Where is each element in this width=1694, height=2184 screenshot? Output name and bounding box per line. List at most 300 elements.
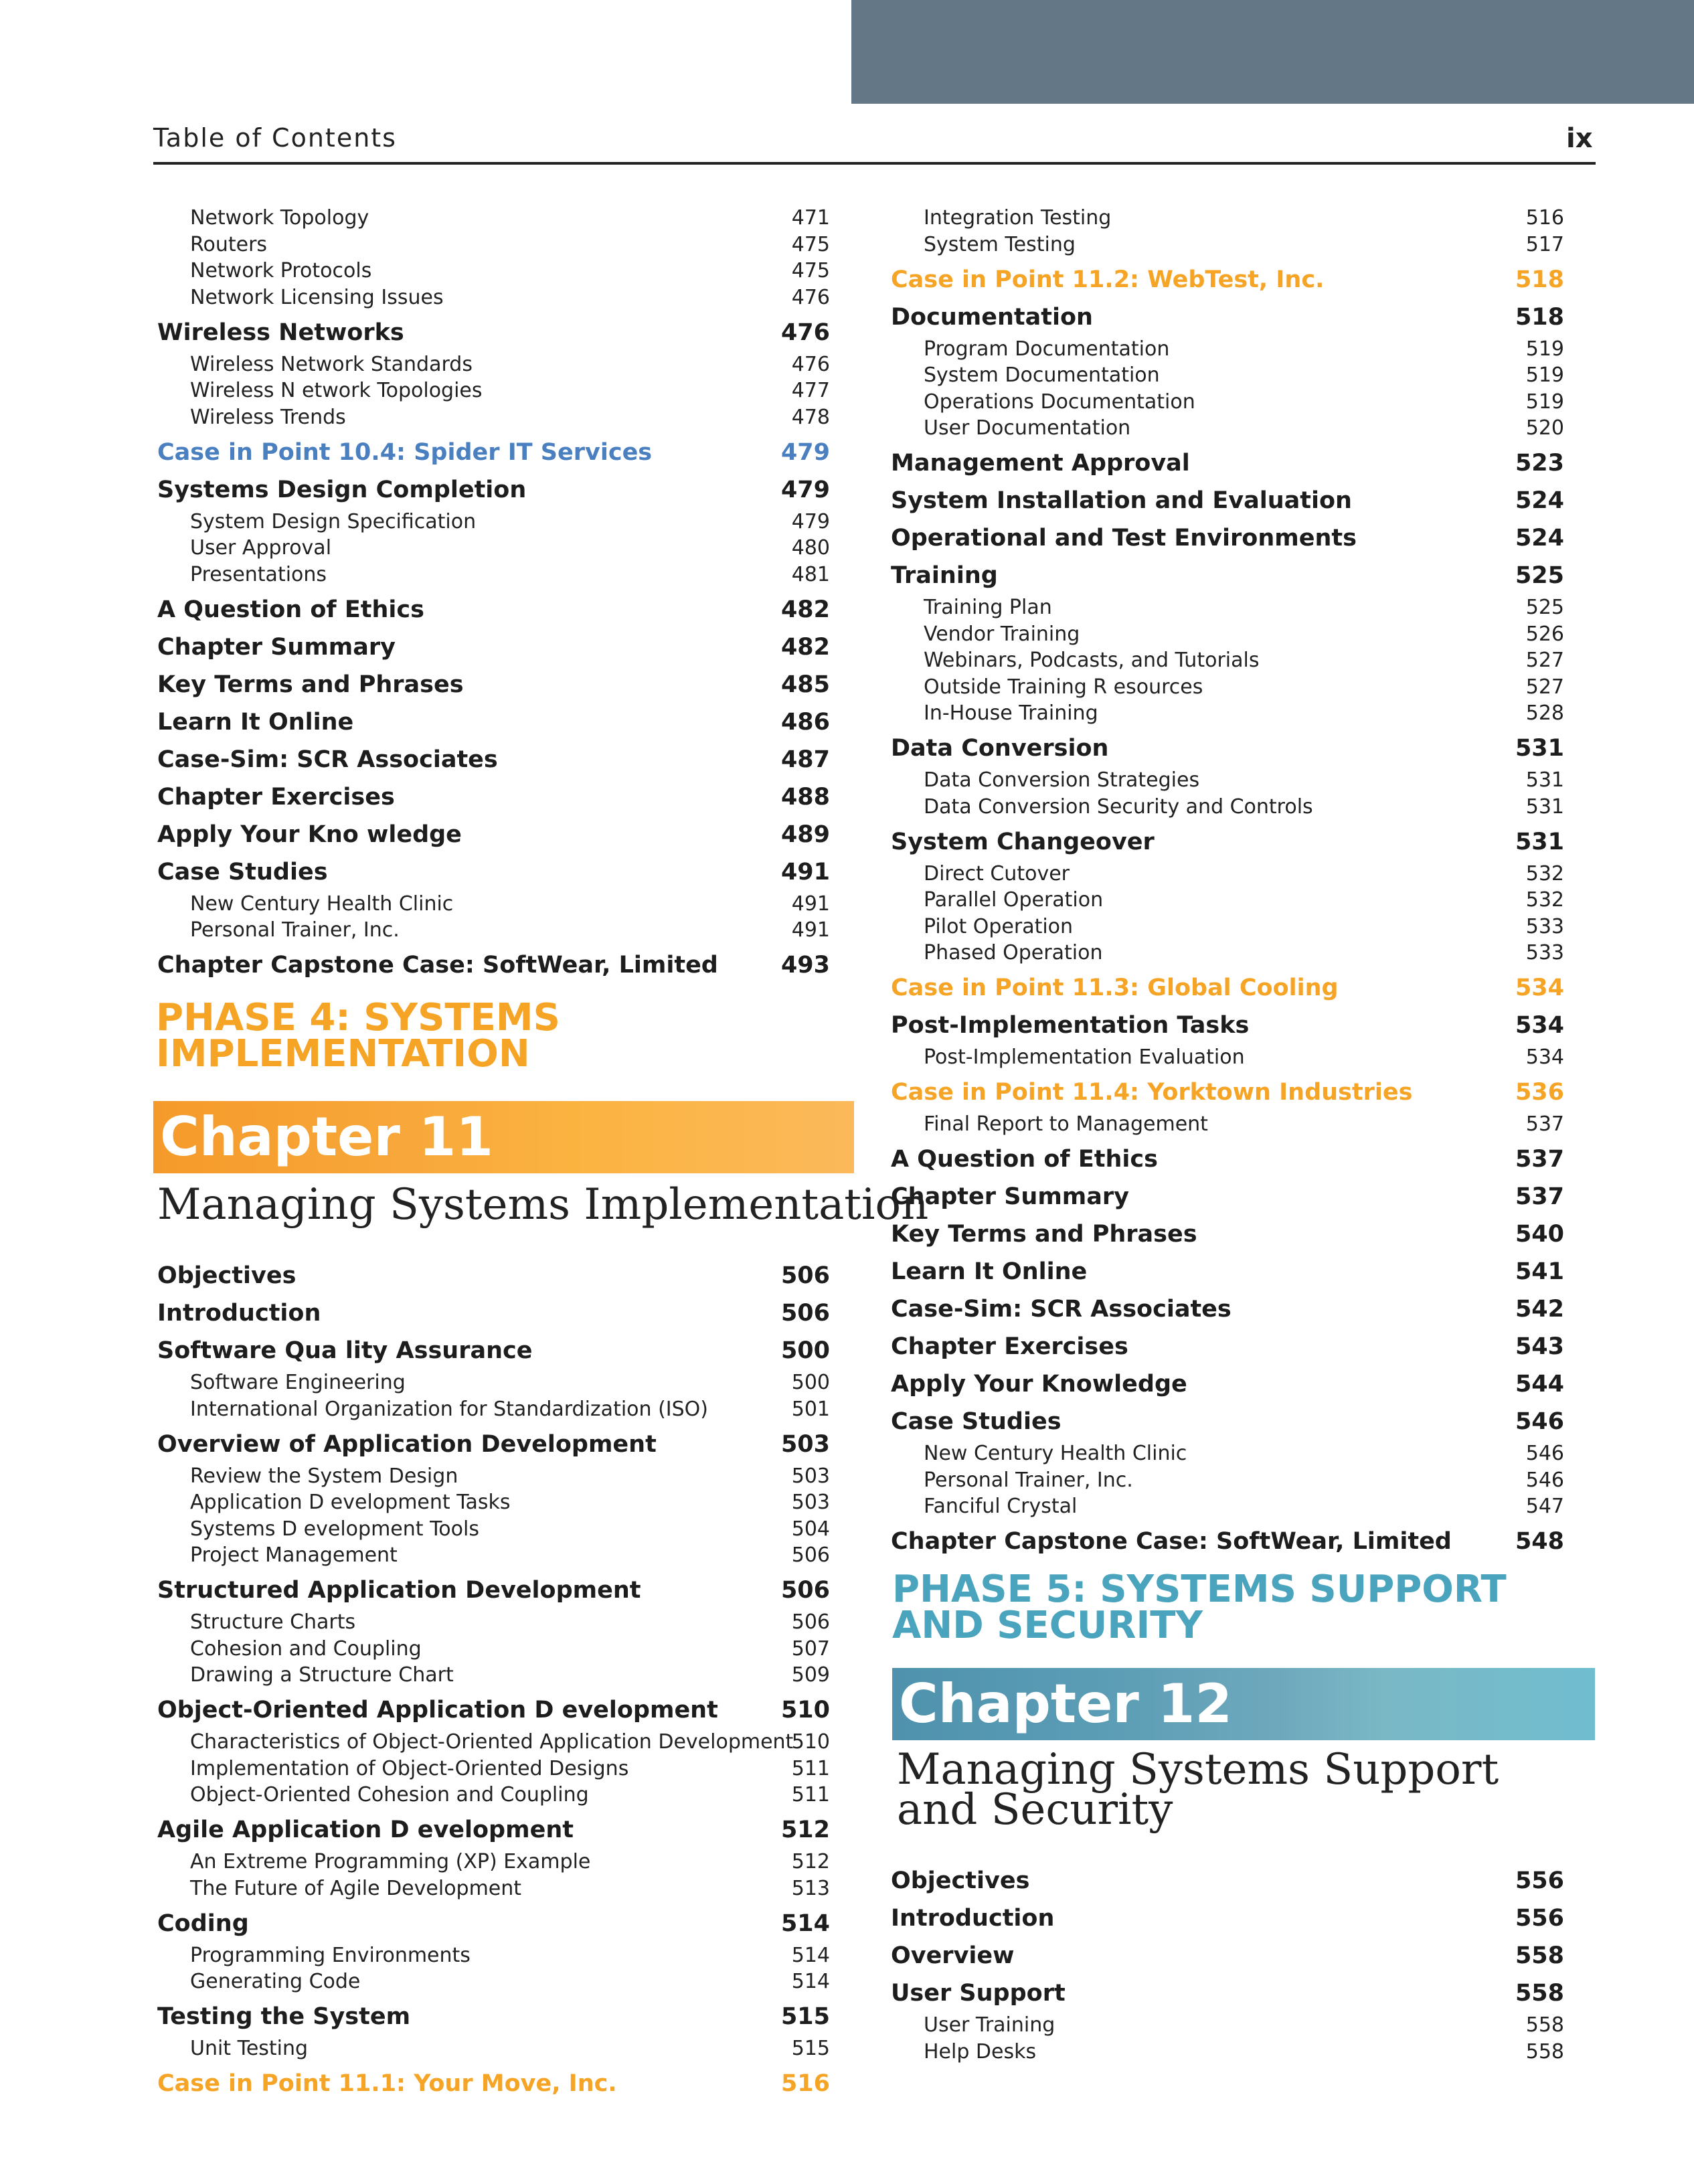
toc-entry-label: Vendor Training bbox=[924, 622, 1080, 646]
toc-entry-label: Personal Trainer, Inc. bbox=[924, 1468, 1133, 1492]
toc-entry[interactable] bbox=[190, 1543, 830, 1573]
toc-entry[interactable] bbox=[157, 2003, 830, 2033]
toc-entry-label: Phased Operation bbox=[924, 941, 1103, 964]
chapter12-bar bbox=[892, 1668, 1595, 1740]
toc-entry-label: Structure Charts bbox=[190, 1610, 356, 1634]
toc-entry-label: System Documentation bbox=[924, 363, 1160, 387]
toc-entry[interactable] bbox=[924, 795, 1564, 825]
toc-entry-label: Outside Training R esources bbox=[924, 675, 1203, 699]
toc-entry-page: 477 bbox=[791, 379, 830, 402]
toc-entry-label: Generating Code bbox=[190, 1970, 361, 1993]
toc-entry[interactable] bbox=[924, 862, 1564, 892]
toc-entry-label: An Extreme Programming (XP) Example bbox=[190, 1850, 591, 1873]
toc-entry-page: 488 bbox=[780, 783, 830, 811]
toc-entry-label: Wireless Network Standards bbox=[190, 352, 473, 376]
toc-entry-label: Wireless Trends bbox=[190, 405, 346, 429]
toc-entry-page: 528 bbox=[1525, 701, 1564, 725]
toc-entry-page: 475 bbox=[791, 232, 830, 256]
toc-entry[interactable] bbox=[891, 975, 1564, 1004]
toc-entry-label: Management Approval bbox=[891, 450, 1190, 477]
toc-entry[interactable] bbox=[891, 1528, 1564, 1558]
toc-entry-page: 510 bbox=[780, 1697, 830, 1724]
toc-entry[interactable] bbox=[190, 1783, 830, 1813]
toc-entry-page: 506 bbox=[791, 1610, 830, 1634]
toc-entry-label: Object-Oriented Cohesion and Coupling bbox=[190, 1783, 589, 1807]
toc-entry[interactable] bbox=[924, 416, 1564, 446]
toc-entry-label: Software Qua lity Assurance bbox=[157, 1337, 533, 1364]
toc-entry[interactable] bbox=[924, 1468, 1564, 1498]
toc-entry-page: 540 bbox=[1515, 1221, 1564, 1248]
toc-entry-page: 531 bbox=[1525, 794, 1564, 819]
toc-entry[interactable] bbox=[190, 1850, 830, 1879]
toc-entry-label: Direct Cutover bbox=[924, 861, 1070, 886]
toc-entry-page: 531 bbox=[1515, 828, 1564, 855]
toc-entry[interactable] bbox=[190, 1517, 830, 1547]
toc-entry-label: Systems D evelopment Tools bbox=[190, 1517, 479, 1541]
toc-entry-page: 531 bbox=[1525, 768, 1564, 792]
toc-entry-label: Case in Point 10.4: Spider IT Services bbox=[157, 438, 653, 466]
toc-entry-label: The Future of Agile Development bbox=[190, 1876, 522, 1900]
toc-entry-page: 541 bbox=[1515, 1258, 1564, 1285]
toc-entry-label: System Changeover bbox=[891, 828, 1155, 855]
toc-entry-label: Testing the System bbox=[157, 2003, 411, 2030]
toc-entry[interactable] bbox=[157, 709, 830, 738]
toc-entry[interactable] bbox=[157, 1817, 830, 1846]
toc-entry-page: 503 bbox=[791, 1464, 830, 1488]
toc-entry[interactable] bbox=[157, 1431, 830, 1460]
toc-entry[interactable] bbox=[891, 735, 1564, 764]
toc-entry[interactable] bbox=[157, 1910, 830, 1940]
toc-entry-page: 480 bbox=[791, 536, 830, 560]
toc-entry[interactable] bbox=[190, 233, 830, 262]
toc-entry[interactable] bbox=[157, 1697, 830, 1726]
toc-entry[interactable] bbox=[924, 337, 1564, 367]
toc-entry-label: Chapter Capstone Case: SoftWear, Limited bbox=[891, 1528, 1452, 1555]
toc-entry-page: 519 bbox=[1525, 390, 1564, 414]
toc-entry-page: 558 bbox=[1515, 1942, 1564, 1969]
toc-entry-page: 491 bbox=[791, 918, 830, 942]
toc-entry-page: 527 bbox=[1525, 675, 1564, 699]
toc-entry[interactable] bbox=[190, 1944, 830, 1973]
toc-entry-page: 534 bbox=[1515, 975, 1564, 1001]
toc-entry-label: Software Engineering bbox=[190, 1371, 406, 1394]
toc-entry[interactable] bbox=[891, 1012, 1564, 1041]
toc-entry-page: 531 bbox=[1515, 735, 1564, 762]
toc-entry[interactable] bbox=[157, 1300, 830, 1329]
toc-entry[interactable] bbox=[924, 233, 1564, 262]
toc-entry-page: 507 bbox=[791, 1636, 830, 1661]
toc-entry[interactable] bbox=[924, 206, 1564, 236]
toc-entry[interactable] bbox=[891, 487, 1564, 517]
toc-entry-page: 532 bbox=[1525, 888, 1564, 912]
toc-entry-label: Key Terms and Phrases bbox=[891, 1221, 1197, 1248]
toc-entry[interactable] bbox=[190, 510, 830, 539]
toc-entry-label: Project Management bbox=[190, 1543, 398, 1567]
toc-entry[interactable] bbox=[924, 596, 1564, 625]
toc-entry-label: Data Conversion Strategies bbox=[924, 768, 1200, 792]
toc-entry-page: 503 bbox=[780, 1430, 830, 1458]
toc-entry[interactable] bbox=[190, 1371, 830, 1400]
toc-entry[interactable] bbox=[891, 1905, 1564, 1934]
toc-entry-page: 491 bbox=[791, 892, 830, 916]
toc-entry[interactable] bbox=[157, 477, 830, 506]
toc-entry-page: 491 bbox=[780, 858, 830, 886]
toc-entry-label: User Documentation bbox=[924, 416, 1131, 440]
toc-entry-label: Wireless N etwork Topologies bbox=[190, 379, 483, 402]
toc-entry[interactable] bbox=[891, 266, 1564, 296]
toc-entry-label: Final Report to Management bbox=[924, 1112, 1208, 1136]
page-number: ix bbox=[1566, 123, 1593, 154]
toc-entry-label: Network Licensing Issues bbox=[190, 285, 444, 309]
toc-entry-label: Operations Documentation bbox=[924, 390, 1195, 414]
toc-entry[interactable] bbox=[924, 1495, 1564, 1524]
toc-entry-page: 532 bbox=[1525, 861, 1564, 886]
toc-entry-label: Apply Your Knowledge bbox=[891, 1371, 1187, 1398]
toc-entry[interactable] bbox=[924, 768, 1564, 798]
toc-entry[interactable] bbox=[190, 1663, 830, 1693]
section-title: Table of Contents bbox=[153, 123, 397, 153]
toc-entry-label: Post-Implementation Tasks bbox=[891, 1012, 1250, 1039]
toc-entry-page: 536 bbox=[1515, 1079, 1564, 1106]
toc-entry-label: Structured Application Development bbox=[157, 1577, 641, 1604]
toc-entry-label: Characteristics of Object-Oriented Application Development bbox=[190, 1730, 794, 1754]
toc-entry-label: Post-Implementation Evaluation bbox=[924, 1045, 1245, 1069]
phase5-heading bbox=[892, 1568, 1507, 1647]
toc-entry-page: 534 bbox=[1525, 1045, 1564, 1069]
toc-entry-label: Application D evelopment Tasks bbox=[190, 1491, 511, 1514]
toc-entry[interactable] bbox=[891, 562, 1564, 592]
toc-entry-page: 486 bbox=[780, 708, 830, 736]
toc-entry-page: 533 bbox=[1525, 941, 1564, 964]
toc-entry-label: System Design Specification bbox=[190, 509, 477, 533]
toc-entry-page: 504 bbox=[791, 1517, 830, 1541]
toc-entry[interactable] bbox=[190, 286, 830, 315]
toc-entry-label: Chapter Exercises bbox=[157, 783, 395, 811]
toc-entry-label: Programming Environments bbox=[190, 1943, 471, 1967]
chapter12-subtitle-line1: Managing Systems Support bbox=[897, 1745, 1499, 1794]
toc-entry-page: 471 bbox=[791, 206, 830, 230]
toc-entry[interactable] bbox=[891, 304, 1564, 333]
toc-entry[interactable] bbox=[924, 622, 1564, 652]
toc-entry-label: Learn It Online bbox=[157, 708, 354, 736]
toc-entry[interactable] bbox=[157, 746, 830, 776]
toc-entry-page: 558 bbox=[1515, 1980, 1564, 2007]
toc-entry-page: 534 bbox=[1515, 1012, 1564, 1039]
toc-entry[interactable] bbox=[891, 1867, 1564, 1897]
toc-entry[interactable] bbox=[924, 675, 1564, 705]
toc-entry[interactable] bbox=[190, 2037, 830, 2066]
toc-entry-label: A Question of Ethics bbox=[891, 1146, 1158, 1173]
toc-entry[interactable] bbox=[924, 941, 1564, 971]
toc-entry[interactable] bbox=[157, 1262, 830, 1292]
toc-entry[interactable] bbox=[190, 1491, 830, 1520]
toc-entry[interactable] bbox=[157, 634, 830, 663]
toc-entry-label: Case in Point 11.4: Yorktown Industries bbox=[891, 1079, 1413, 1106]
toc-entry-page: 506 bbox=[780, 1262, 830, 1289]
toc-entry-label: Introduction bbox=[891, 1905, 1055, 1932]
toc-entry-page: 478 bbox=[791, 405, 830, 429]
toc-entry-label: Implementation of Object-Oriented Designs bbox=[190, 1756, 629, 1780]
toc-entry[interactable] bbox=[891, 1371, 1564, 1400]
header-band bbox=[851, 0, 1694, 104]
toc-entry-page: 518 bbox=[1515, 303, 1564, 331]
toc-entry[interactable] bbox=[190, 1757, 830, 1786]
toc-entry-label: Case Studies bbox=[157, 858, 328, 886]
toc-entry[interactable] bbox=[157, 784, 830, 813]
toc-entry-page: 542 bbox=[1515, 1296, 1564, 1323]
toc-entry-label: Data Conversion bbox=[891, 735, 1109, 762]
toc-entry-page: 503 bbox=[791, 1491, 830, 1514]
toc-entry-page: 476 bbox=[780, 319, 830, 346]
toc-entry[interactable] bbox=[157, 439, 830, 469]
toc-entry-page: 525 bbox=[1525, 596, 1564, 619]
toc-entry[interactable] bbox=[157, 1577, 830, 1606]
toc-entry-label: User Support bbox=[891, 1980, 1066, 2007]
toc-entry-page: 500 bbox=[780, 1337, 830, 1364]
toc-entry-page: 501 bbox=[791, 1397, 830, 1421]
toc-entry-page: 544 bbox=[1515, 1371, 1564, 1398]
toc-entry-label: Program Documentation bbox=[924, 337, 1170, 361]
toc-entry[interactable] bbox=[924, 649, 1564, 678]
toc-entry-label: In-House Training bbox=[924, 701, 1098, 725]
toc-entry-label: Learn It Online bbox=[891, 1258, 1088, 1285]
toc-entry-page: 547 bbox=[1525, 1495, 1564, 1518]
toc-entry-page: 487 bbox=[780, 746, 830, 773]
toc-entry[interactable] bbox=[891, 1258, 1564, 1288]
toc-entry-label: Training Plan bbox=[924, 596, 1052, 619]
toc-entry-label: Training bbox=[891, 562, 998, 589]
toc-entry-label: New Century Health Clinic bbox=[924, 1442, 1187, 1465]
toc-entry-label: Drawing a Structure Chart bbox=[190, 1663, 454, 1687]
toc-entry-page: 493 bbox=[780, 952, 830, 979]
toc-entry-label: Wireless Networks bbox=[157, 319, 404, 346]
toc-entry[interactable] bbox=[924, 1442, 1564, 1471]
toc-entry-page: 485 bbox=[780, 671, 830, 698]
toc-entry[interactable] bbox=[190, 259, 830, 288]
toc-entry-page: 476 bbox=[791, 352, 830, 376]
toc-entry-label: Parallel Operation bbox=[924, 888, 1104, 912]
toc-entry-label: Coding bbox=[157, 1910, 249, 1937]
toc-entry[interactable] bbox=[891, 829, 1564, 858]
toc-entry[interactable] bbox=[891, 1183, 1564, 1213]
toc-entry-page: 519 bbox=[1525, 363, 1564, 387]
toc-entry-page: 512 bbox=[791, 1850, 830, 1873]
toc-entry-page: 516 bbox=[1525, 206, 1564, 230]
phase4-line1: PHASE 4: SYSTEMS bbox=[156, 996, 560, 1039]
toc-entry-page: 524 bbox=[1515, 525, 1564, 552]
phase5-line2: AND SECURITY bbox=[892, 1604, 1203, 1647]
toc-entry[interactable] bbox=[190, 379, 830, 408]
phase5-line1: PHASE 5: SYSTEMS SUPPORT bbox=[892, 1568, 1507, 1611]
toc-entry[interactable] bbox=[190, 353, 830, 382]
toc-entry[interactable] bbox=[190, 1464, 830, 1494]
toc-entry[interactable] bbox=[190, 892, 830, 922]
chapter11-bar bbox=[153, 1101, 854, 1173]
toc-entry-page: 510 bbox=[791, 1730, 830, 1754]
toc-entry[interactable] bbox=[891, 1221, 1564, 1250]
toc-entry-label: New Century Health Clinic bbox=[190, 892, 454, 916]
toc-entry[interactable] bbox=[924, 915, 1564, 944]
toc-entry-page: 512 bbox=[780, 1817, 830, 1843]
toc-entry-page: 527 bbox=[1525, 649, 1564, 672]
toc-entry[interactable] bbox=[924, 390, 1564, 420]
toc-entry-label: User Approval bbox=[190, 536, 332, 560]
toc-entry-label: Overview of Application Development bbox=[157, 1430, 657, 1458]
chapter12-subtitle-line2: and Security bbox=[897, 1785, 1173, 1835]
toc-entry[interactable] bbox=[924, 2040, 1564, 2070]
toc-entry[interactable] bbox=[190, 1877, 830, 1906]
toc-entry-page: 515 bbox=[791, 2037, 830, 2060]
toc-entry[interactable] bbox=[157, 671, 830, 701]
toc-entry-page: 514 bbox=[791, 1943, 830, 1967]
toc-entry-page: 506 bbox=[791, 1543, 830, 1567]
toc-entry-page: 546 bbox=[1525, 1442, 1564, 1465]
toc-entry-page: 546 bbox=[1525, 1468, 1564, 1492]
toc-entry-label: Case in Point 11.3: Global Cooling bbox=[891, 975, 1339, 1001]
toc-entry-page: 525 bbox=[1515, 562, 1564, 589]
toc-entry-label: Objectives bbox=[891, 1867, 1030, 1894]
toc-entry[interactable] bbox=[190, 1970, 830, 1999]
chapter12-title: Chapter 12 bbox=[899, 1673, 1233, 1735]
toc-entry-label: Chapter Capstone Case: SoftWear, Limited bbox=[157, 952, 718, 979]
toc-entry-label: Integration Testing bbox=[924, 206, 1112, 230]
phase4-line2: IMPLEMENTATION bbox=[156, 1032, 530, 1076]
toc-entry-page: 548 bbox=[1515, 1528, 1564, 1555]
toc-entry[interactable] bbox=[157, 821, 830, 851]
chapter11-title: Chapter 11 bbox=[160, 1106, 494, 1168]
toc-entry[interactable] bbox=[891, 1408, 1564, 1438]
toc-entry-label: Chapter Exercises bbox=[891, 1333, 1128, 1360]
toc-entry[interactable] bbox=[891, 1079, 1564, 1108]
toc-entry[interactable] bbox=[924, 1045, 1564, 1075]
toc-entry-page: 515 bbox=[780, 2003, 830, 2030]
toc-entry[interactable] bbox=[190, 1637, 830, 1667]
toc-entry[interactable] bbox=[157, 596, 830, 626]
toc-entry-label: Presentations bbox=[190, 562, 327, 586]
toc-entry-label: User Training bbox=[924, 2013, 1055, 2037]
toc-entry-label: Personal Trainer, Inc. bbox=[190, 918, 400, 942]
toc-entry[interactable] bbox=[891, 1296, 1564, 1325]
toc-entry-label: Webinars, Podcasts, and Tutorials bbox=[924, 649, 1260, 672]
toc-entry[interactable] bbox=[891, 450, 1564, 479]
toc-entry[interactable] bbox=[190, 1398, 830, 1427]
toc-entry-page: 537 bbox=[1515, 1146, 1564, 1173]
toc-entry-page: 479 bbox=[780, 438, 830, 466]
toc-entry-label: Unit Testing bbox=[190, 2037, 309, 2060]
toc-entry-label: International Organization for Standardization (ISO) bbox=[190, 1397, 708, 1421]
toc-entry[interactable] bbox=[190, 206, 830, 236]
toc-entry[interactable] bbox=[190, 406, 830, 435]
toc-entry[interactable] bbox=[157, 859, 830, 888]
toc-entry-label: Review the System Design bbox=[190, 1464, 458, 1488]
header-rule bbox=[153, 162, 1596, 165]
toc-entry-page: 516 bbox=[780, 2070, 830, 2097]
toc-entry-label: Routers bbox=[190, 232, 268, 256]
toc-entry-page: 513 bbox=[791, 1876, 830, 1900]
toc-entry-page: 537 bbox=[1515, 1183, 1564, 1210]
toc-entry-label: System Installation and Evaluation bbox=[891, 487, 1352, 514]
toc-entry-page: 518 bbox=[1515, 266, 1564, 293]
toc-entry-label: System Testing bbox=[924, 232, 1076, 256]
toc-entry[interactable] bbox=[157, 952, 830, 981]
toc-entry-label: Network Protocols bbox=[190, 259, 372, 282]
toc-entry-page: 517 bbox=[1525, 232, 1564, 256]
toc-entry[interactable] bbox=[924, 888, 1564, 918]
toc-entry-page: 524 bbox=[1515, 487, 1564, 514]
toc-entry[interactable] bbox=[924, 1112, 1564, 1142]
toc-entry[interactable] bbox=[891, 1333, 1564, 1363]
toc-entry-label: Help Desks bbox=[924, 2039, 1037, 2064]
toc-entry[interactable] bbox=[924, 363, 1564, 393]
toc-entry-page: 519 bbox=[1525, 337, 1564, 361]
toc-entry-label: Case in Point 11.1: Your Move, Inc. bbox=[157, 2070, 617, 2097]
toc-entry-page: 537 bbox=[1525, 1112, 1564, 1136]
toc-entry-label: Chapter Summary bbox=[891, 1183, 1129, 1210]
toc-entry-page: 479 bbox=[780, 476, 830, 503]
toc-entry-page: 558 bbox=[1525, 2039, 1564, 2064]
toc-entry-page: 523 bbox=[1515, 450, 1564, 477]
toc-entry-page: 481 bbox=[791, 562, 830, 586]
toc-entry-label: Introduction bbox=[157, 1300, 321, 1327]
toc-entry-label: Case-Sim: SCR Associates bbox=[157, 746, 498, 773]
toc-entry-page: 520 bbox=[1525, 416, 1564, 440]
toc-entry[interactable] bbox=[190, 563, 830, 592]
toc-entry-label: Operational and Test Environments bbox=[891, 525, 1357, 552]
toc-entry-page: 482 bbox=[780, 633, 830, 661]
toc-entry[interactable] bbox=[924, 2013, 1564, 2043]
toc-entry-label: A Question of Ethics bbox=[157, 596, 424, 623]
toc-entry-label: Agile Application D evelopment bbox=[157, 1817, 574, 1843]
toc-entry[interactable] bbox=[157, 2070, 830, 2100]
toc-entry-label: Objectives bbox=[157, 1262, 297, 1289]
toc-entry-page: 482 bbox=[780, 596, 830, 623]
toc-entry-page: 509 bbox=[791, 1663, 830, 1687]
toc-entry[interactable] bbox=[190, 536, 830, 566]
toc-entry[interactable] bbox=[891, 1146, 1564, 1175]
toc-entry-label: Cohesion and Coupling bbox=[190, 1636, 422, 1661]
toc-entry-label: Documentation bbox=[891, 303, 1093, 331]
toc-entry-page: 514 bbox=[780, 1910, 830, 1937]
toc-entry-page: 500 bbox=[791, 1371, 830, 1394]
toc-entry[interactable] bbox=[157, 1337, 830, 1367]
toc-entry-page: 546 bbox=[1515, 1408, 1564, 1435]
toc-entry[interactable] bbox=[190, 1610, 830, 1640]
toc-entry-page: 476 bbox=[791, 285, 830, 309]
chapter11-subtitle: Managing Systems Implementation bbox=[157, 1180, 929, 1230]
toc-entry-label: Systems Design Completion bbox=[157, 476, 527, 503]
toc-entry-label: Pilot Operation bbox=[924, 914, 1074, 938]
toc-entry-label: Object-Oriented Application D evelopment bbox=[157, 1697, 718, 1724]
toc-entry[interactable] bbox=[924, 701, 1564, 731]
toc-entry-page: 556 bbox=[1515, 1905, 1564, 1932]
toc-entry-page: 558 bbox=[1525, 2013, 1564, 2037]
toc-entry-page: 489 bbox=[780, 821, 830, 848]
toc-entry-label: Key Terms and Phrases bbox=[157, 671, 464, 698]
toc-entry-page: 543 bbox=[1515, 1333, 1564, 1360]
toc-entry-label: Data Conversion Security and Controls bbox=[924, 794, 1313, 819]
toc-entry[interactable] bbox=[891, 525, 1564, 554]
toc-entry[interactable] bbox=[891, 1980, 1564, 2009]
chapter12-subtitle bbox=[897, 1745, 1499, 1835]
toc-entry-label: Case in Point 11.2: WebTest, Inc. bbox=[891, 266, 1325, 293]
toc-entry[interactable] bbox=[190, 1730, 830, 1760]
toc-entry-page: 514 bbox=[791, 1970, 830, 1993]
toc-entry[interactable] bbox=[190, 918, 830, 948]
toc-entry-page: 511 bbox=[791, 1756, 830, 1780]
toc-entry[interactable] bbox=[891, 1942, 1564, 1972]
toc-entry-page: 479 bbox=[791, 509, 830, 533]
toc-entry[interactable] bbox=[157, 319, 830, 349]
